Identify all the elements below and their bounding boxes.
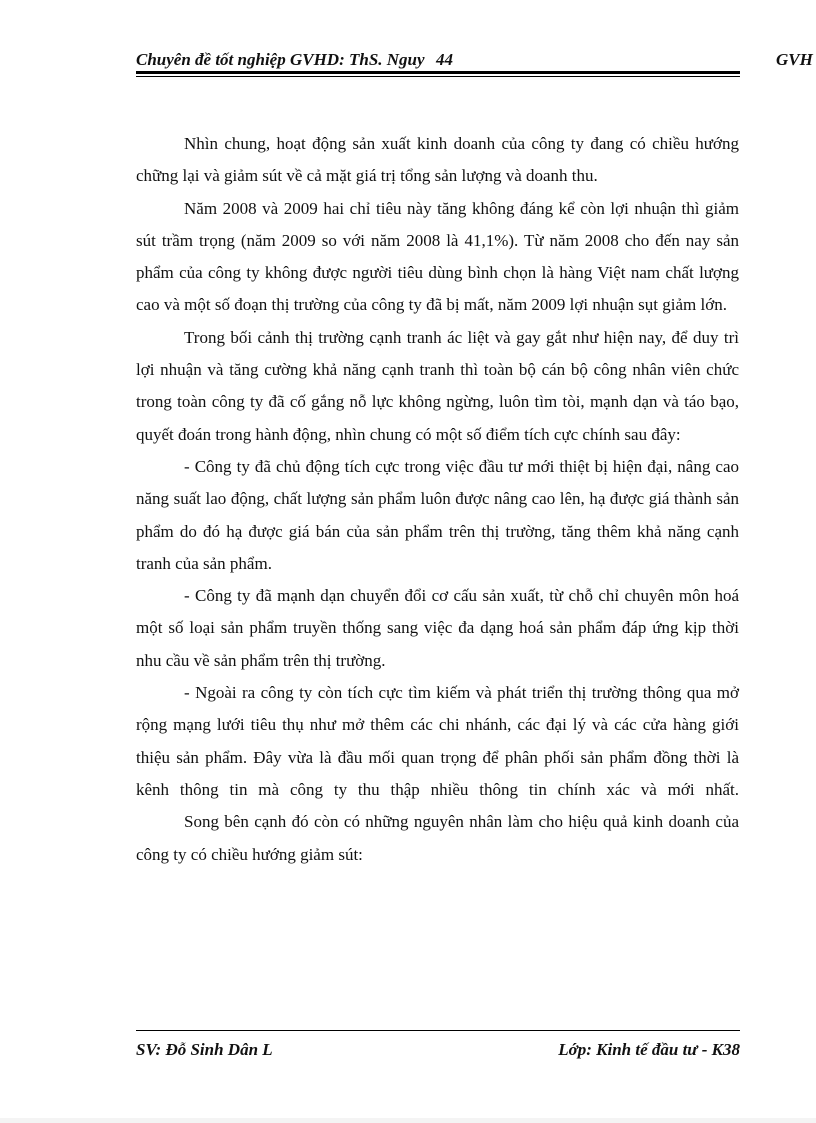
body-text [136,128,739,871]
page-number: 44 [436,50,453,69]
footer-rule [136,1030,740,1031]
header-rule-thick [136,71,740,74]
page-footer [136,1040,740,1064]
paragraph-point-investment: - Công ty đã chủ động tích cực trong việc đầu tư mới thiệt bị hiện đại, nâng cao năng suất lao động, chất lượng sản phẩm luôn được nâng cao lên, hạ được giá thành sản phẩm do đó hạ được giá bán của sản phẩm trên thị trường, tăng thêm khả năng cạnh tranh của sản phẩm. [136,456,739,573]
header-title: Chuyên đề tốt nghiệp GVHD: ThS. Nguy [136,50,425,69]
header-right-text: GVH [776,50,813,69]
footer-class: Lớp: Kinh tế đầu tư - K38 [558,1040,740,1059]
page-bottom-edge [0,1118,816,1123]
paragraph-causes: Song bên cạnh đó còn có những nguyên nhân làm cho hiệu quả kinh doanh của công ty có chiều hướng giảm sút: [136,812,739,864]
footer-student: SV: Đỗ Sinh Dân L [136,1040,273,1059]
paragraph-point-market: - Ngoài ra công ty còn tích cực tìm kiếm và phát triển thị trường thông qua mở rộng mạng lưới tiêu thụ như mở thêm các chi nhánh, các đại lý và các cửa hàng giới thiệu sản phẩm. Đây vừa là đầu mối quan trọng để phân phối sản phẩm đồng thời là kênh thông tin mà công ty thu thập nhiều thông tin chính xác và mới nhất. [136,683,739,799]
paragraph-summary: Nhìn chung, hoạt động sản xuất kinh doanh của công ty đang có chiều hướng chững lại và giảm sút về cả mặt giá trị tổng sản lượng và doanh thu. [136,134,739,186]
paragraph-point-restructure: - Công ty đã mạnh dạn chuyển đổi cơ cấu sản xuất, từ chỗ chỉ chuyên môn hoá một số loại sản phẩm truyền thống sang việc đa dạng hoá sản phẩm đáp ứng kịp thời nhu cầu về sản phẩm trên thị trường. [136,586,739,670]
paragraph-profit: Năm 2008 và 2009 hai chỉ tiêu này tăng không đáng kể còn lợi nhuận thì giảm sút trầm trọng (năm 2009 so với năm 2008 là 41,1%). Từ năm 2008 cho đến nay sản phẩm của công ty không được người tiêu dùng bình chọn là hàng Việt nam chất lượng cao và một số đoạn thị trường của công ty đã bị mất, năm 2009 lợi nhuận sụt giảm lớn. [136,198,739,315]
header-rule-thin [136,76,740,77]
paragraph-context: Trong bối cảnh thị trường cạnh tranh ác liệt và gay gắt như hiện nay, để duy trì lợi nhuận và tăng cường khả năng cạnh tranh thì toàn bộ cán bộ công nhân viên chức trong toàn công ty đã cố gắng nỗ lực không ngừng, luôn tìm tòi, mạnh dạn và táo bạo, quyết đoán trong hành động, nhìn chung có một số điểm tích cực chính sau đây: [136,327,739,444]
